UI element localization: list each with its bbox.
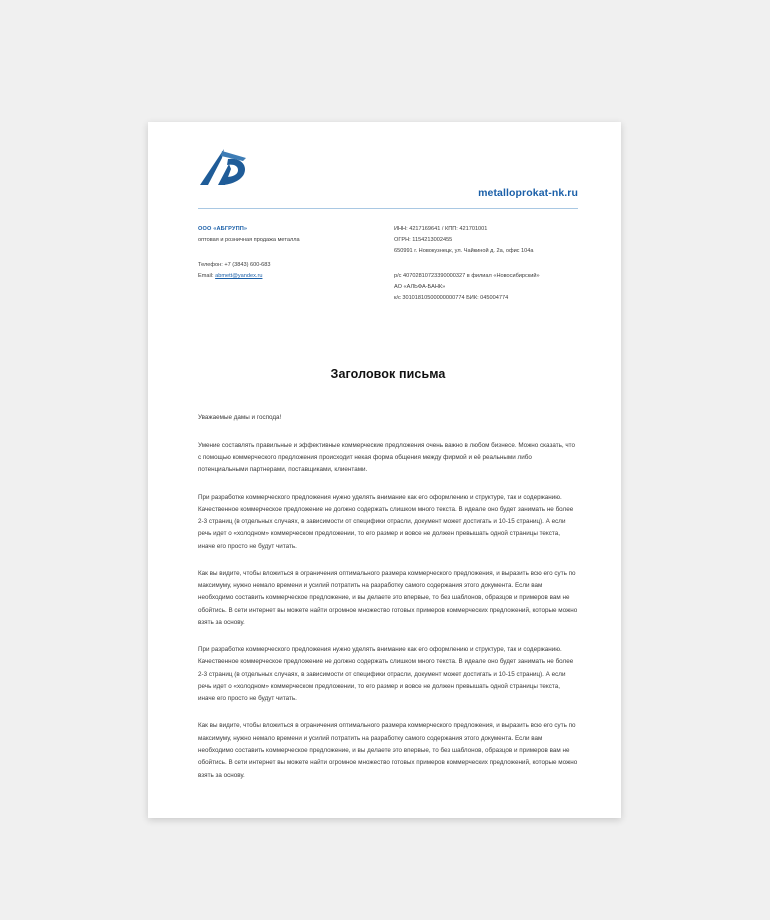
letter-title: Заголовок письма bbox=[330, 367, 446, 382]
legal-address-line: 650991 г. Новокузнецк, ул. Чайкиной д. 2а, офис 104а bbox=[394, 247, 534, 254]
email-line bbox=[198, 271, 394, 282]
letterhead bbox=[198, 145, 578, 205]
letter-page bbox=[148, 122, 621, 818]
ab-monogram-logo-icon bbox=[198, 145, 250, 187]
company-info-column bbox=[198, 224, 394, 303]
company-tagline: оптовая и розничная продажа металла bbox=[198, 236, 300, 243]
letter-paragraph: При разработке коммерческого предложения нужно уделять внимание как его оформлению и структуре, так и содержанию. Качественное коммерческое предложение не должно содержать слишком много текста. В идеале оно будет занимать не более 2-3 страниц (в отдельных случаях, в зависимости от специфики отрасли, документ может достигать и 10-15 страниц). А если речь идет о «холодном» коммерческом предложении, то его размер и вовсе не должен превышать одной страницы текста, иначе его просто не будут читать. bbox=[198, 646, 574, 703]
contact-block bbox=[198, 260, 394, 282]
letter-paragraph: Умение составлять правильные и эффективные коммерческие предложения очень важно в любом бизнесе. Можно сказать, что с помощью коммерческого предложения происходит некая форма общения между фирмой и её реальными либо потенциальными партнерами, поставщиками, клиентами. bbox=[198, 441, 575, 474]
bank-name-line: АО «АЛЬФА-БАНК» bbox=[394, 283, 446, 290]
letter-paragraph: При разработке коммерческого предложения нужно уделять внимание как его оформлению и структуре, так и содержанию. Качественное коммерческое предложение не должно содержать слишком много текста. В идеале оно будет занимать не более 2-3 страниц (в отдельных случаях, в зависимости от специфики отрасли, документ может достигать и 10-15 страниц). А если речь идет о «холодном» коммерческом предложении, то его размер и вовсе не должен превышать одной страницы текста, иначе его просто не будут читать. bbox=[198, 493, 574, 550]
letter-salutation: Уважаемые дамы и господа! bbox=[198, 414, 282, 422]
inn-kpp-line: ИНН: 4217169641 / КПП: 421701001 bbox=[394, 226, 488, 232]
phone-label: Телефон: bbox=[198, 261, 223, 268]
letter-paragraph: Как вы видите, чтобы вложиться в ограничения оптимального размера коммерческого предложения, и выразить всю его суть по максимуму, нужно немало времени и усилий потратить на разработку самого содержания этого документа. Если вам необходимо составить коммерческое предложение, и вы делаете это впервые, то без шаблонов, образцов и примеров вам не обойтись. В сети интернет вы можете найти огромное множество готовых примеров коммерческих предложений, которые можно взять за основу. bbox=[198, 722, 578, 779]
correspondent-account-line: к/с 30101810500000000774 БИК: 045004774 bbox=[394, 294, 509, 301]
ogrn-line: ОГРН: 1154213002455 bbox=[394, 236, 453, 243]
page-content bbox=[198, 145, 578, 782]
settlement-account-line: р/с 40702810723390000327 в филиал «Новосибирский» bbox=[394, 272, 540, 279]
letterhead-info bbox=[198, 224, 578, 303]
company-name: ООО «АБГРУПП» bbox=[198, 226, 248, 232]
email-label: Email: bbox=[198, 272, 214, 279]
requisites-column bbox=[394, 224, 578, 303]
website-url[interactable]: metalloprokat-nk.ru bbox=[478, 187, 578, 199]
bank-details-block bbox=[394, 271, 578, 304]
phone-line bbox=[198, 260, 394, 271]
phone-value: +7 (3843) 600-683 bbox=[224, 261, 271, 268]
letter-paragraph: Как вы видите, чтобы вложиться в ограничения оптимального размера коммерческого предложения, и выразить всю его суть по максимуму, нужно немало времени и усилий потратить на разработку самого содержания этого документа. Если вам необходимо составить коммерческое предложение, и вы делаете это впервые, то без шаблонов, образцов и примеров вам не обойтись. В сети интернет вы можете найти огромное множество готовых примеров коммерческих предложений, которые можно взять за основу. bbox=[198, 569, 578, 626]
email-link[interactable]: abmett@yandex.ru bbox=[215, 272, 263, 279]
header-divider bbox=[198, 208, 578, 209]
